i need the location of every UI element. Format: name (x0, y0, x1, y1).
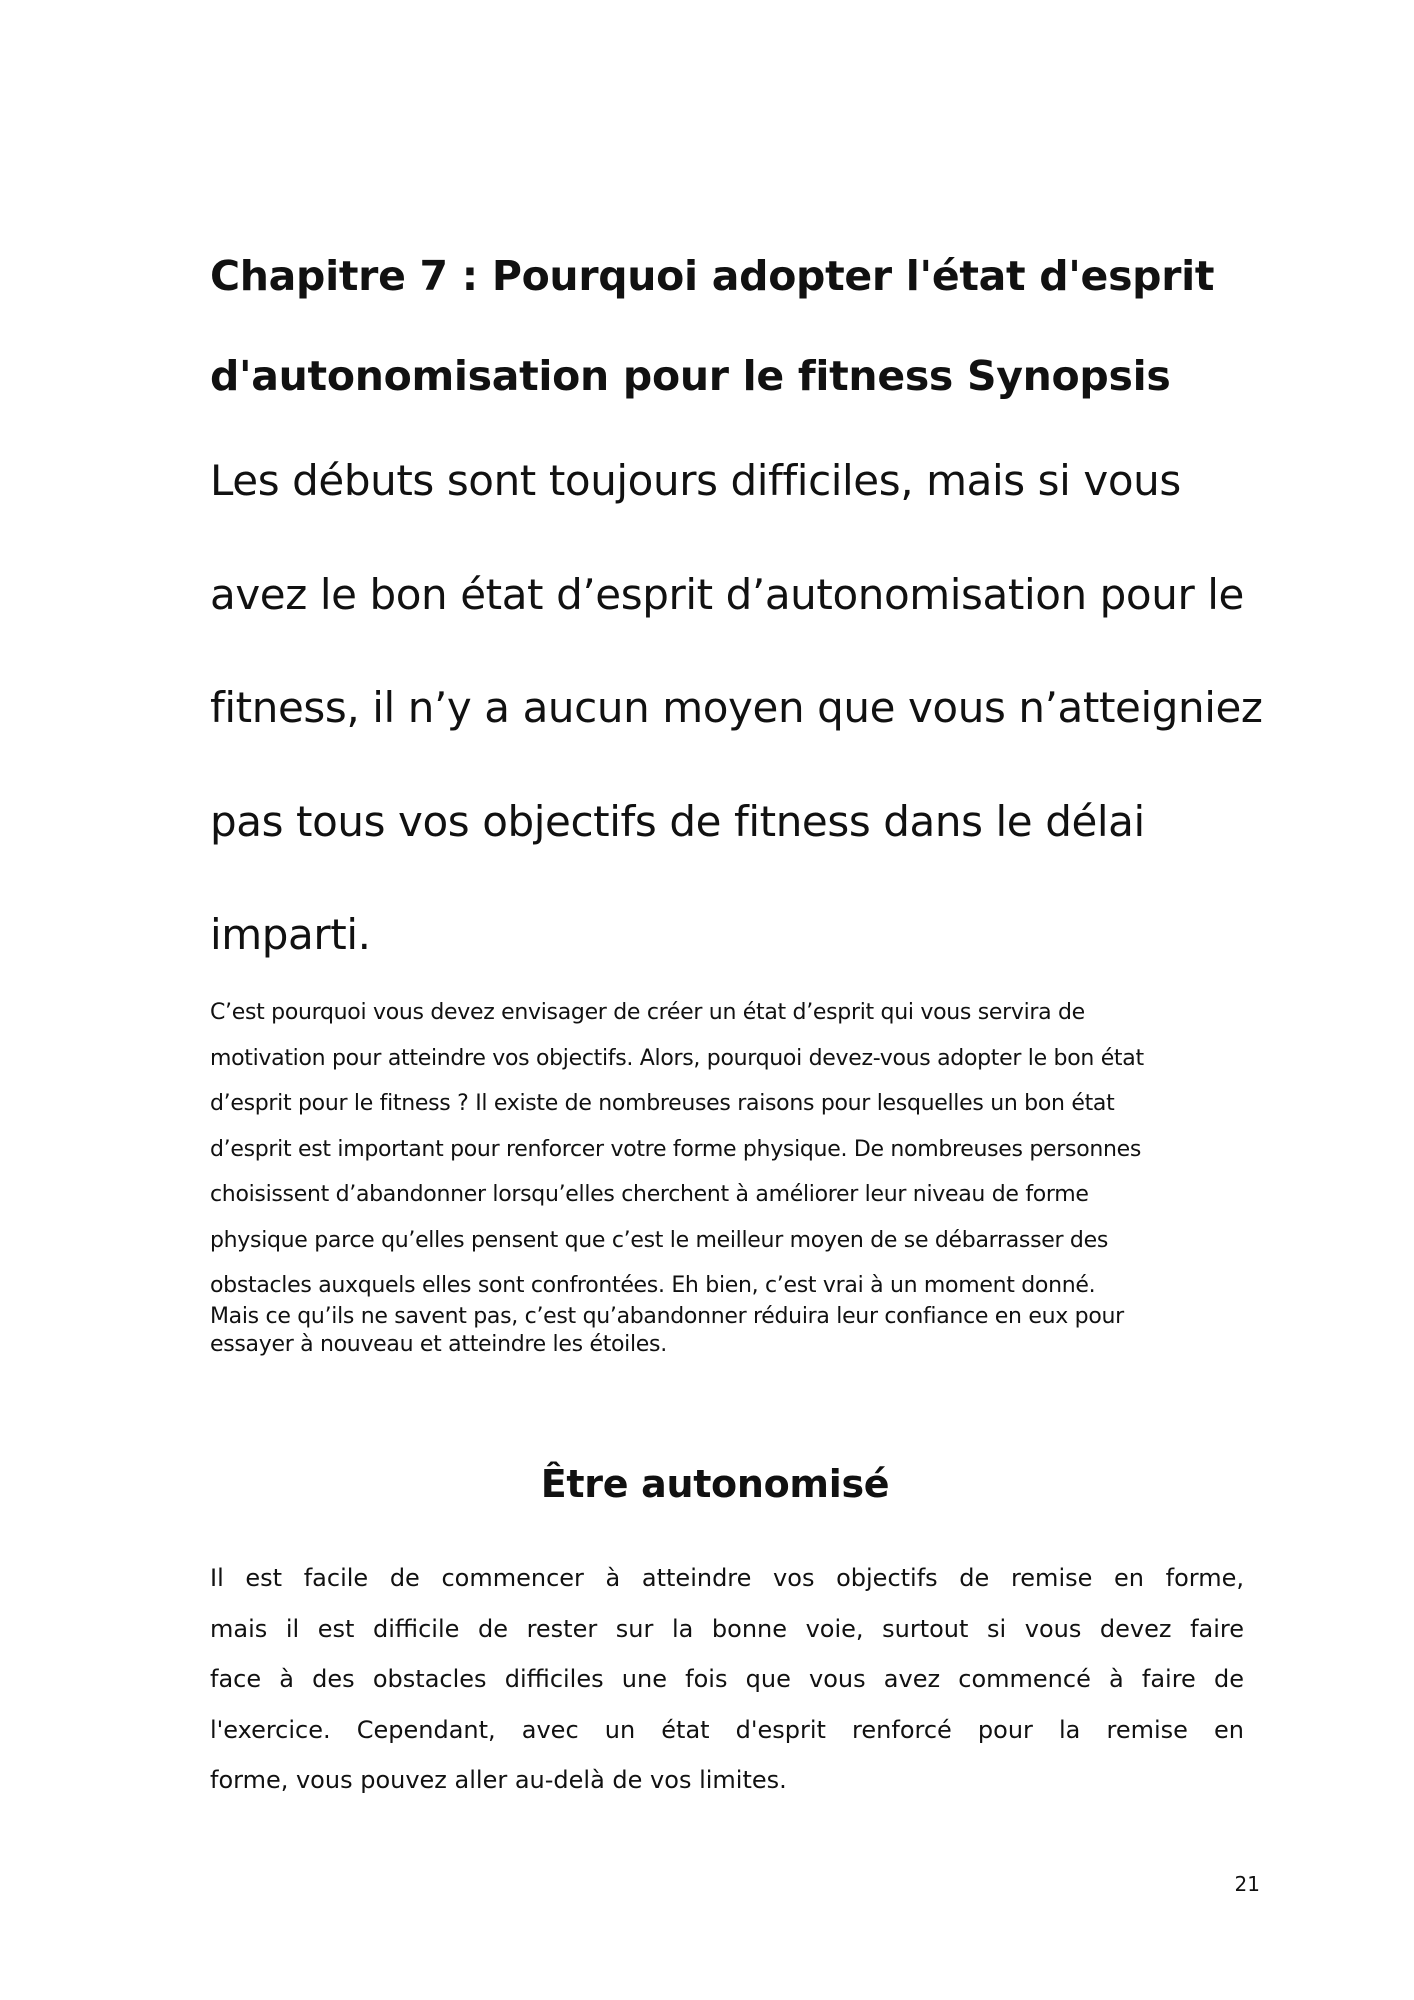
lead-line: Les débuts sont toujours difficiles, mais si vous (210, 456, 1181, 505)
body-paragraph-1 (210, 990, 1244, 1359)
page-number: 21 (1234, 1872, 1260, 1896)
text-line: physique parce qu’elles pensent que c’est le meilleur moyen de se débarrasser des (210, 1227, 1108, 1253)
text-line: d’esprit est important pour renforcer votre forme physique. De nombreuses personnes (210, 1136, 1142, 1162)
heading-line: Chapitre 7 : Pourquoi adopter l'état d'esprit (210, 252, 1215, 300)
text-line: forme, vous pouvez aller au-delà de vos limites. (210, 1766, 787, 1794)
text-line: C’est pourquoi vous devez envisager de créer un état d’esprit qui vous servira de (210, 1000, 1085, 1025)
text-line: essayer à nouveau et atteindre les étoiles. (210, 1332, 667, 1357)
lead-paragraph (210, 424, 1263, 992)
text-line: Il est facile de commencer à atteindre vos objectifs de remise en forme, (210, 1564, 1244, 1592)
text-line: mais il est difficile de rester sur la bonne voie, surtout si vous devez faire (210, 1614, 1244, 1643)
section-heading: Être autonomisé (540, 1462, 890, 1506)
lead-line: fitness, il n’y a aucun moyen que vous n’atteigniez (210, 683, 1263, 732)
chapter-heading (210, 226, 1244, 426)
text-line: d’esprit pour le fitness ? Il existe de nombreuses raisons pour lesquelles un bon état (210, 1091, 1115, 1116)
text-line: Mais ce qu’ils ne savent pas, c’est qu’abandonner réduira leur confiance en eux pour (210, 1304, 1124, 1329)
text-line: motivation pour atteindre vos objectifs. Alors, pourquoi devez-vous adopter le bon état (210, 1045, 1144, 1071)
text-line: l'exercice. Cependant, avec un état d'esprit renforcé pour la remise en (210, 1715, 1244, 1744)
lead-line: pas tous vos objectifs de fitness dans le délai (210, 796, 1145, 846)
text-line: face à des obstacles difficiles une fois que vous avez commencé à faire de (210, 1665, 1244, 1693)
heading-line: d'autonomisation pour le fitness Synopsis (210, 352, 1171, 400)
body-paragraph-2 (210, 1553, 1244, 1806)
text-line: choisissent d’abandonner lorsqu’elles cherchent à améliorer leur niveau de forme (210, 1182, 1089, 1207)
lead-line: imparti. (210, 910, 371, 959)
text-line: obstacles auxquels elles sont confrontées. Eh bien, c’est vrai à un moment donné. (210, 1273, 1096, 1298)
lead-line: avez le bon état d’esprit d’autonomisation pour le (210, 569, 1244, 619)
